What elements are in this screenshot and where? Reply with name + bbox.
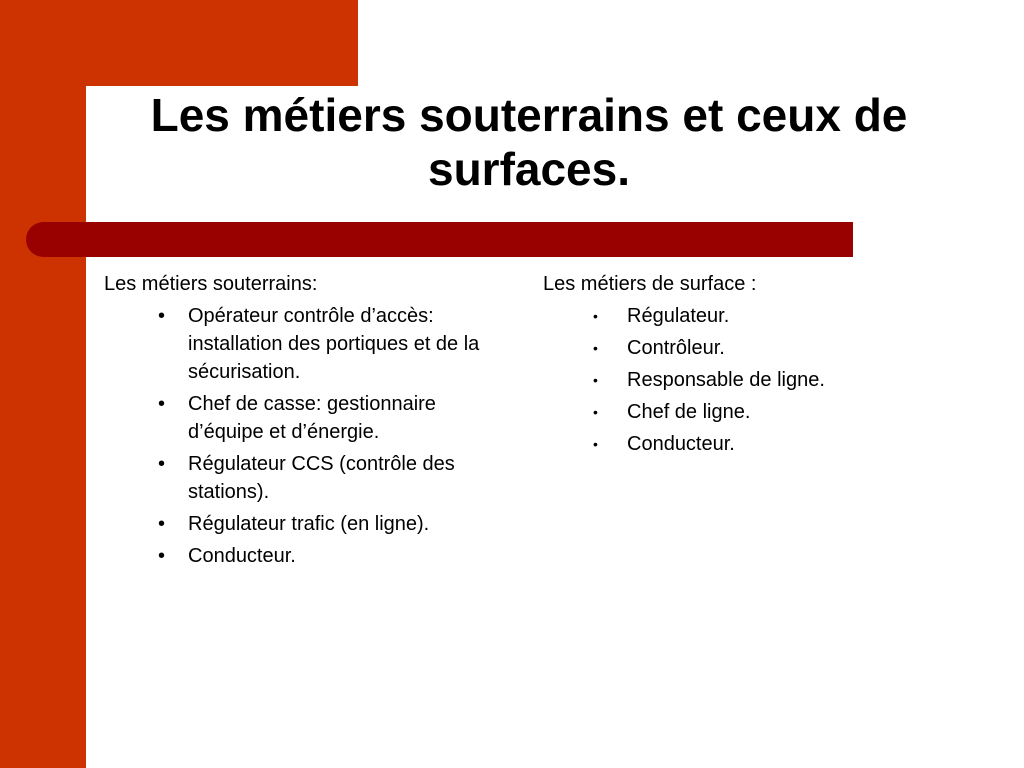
- bullet-icon: •: [158, 513, 166, 535]
- left-column-heading: Les métiers souterrains:: [104, 273, 318, 295]
- side-accent-bar: [0, 0, 86, 768]
- list-item: [543, 398, 903, 426]
- list-item-text: Chef de ligne.: [627, 401, 751, 423]
- right-column-heading: Les métiers de surface :: [543, 273, 757, 295]
- left-column: [104, 270, 514, 574]
- list-item-text: Régulateur CCS (contrôle des stations).: [188, 453, 455, 503]
- bullet-icon: •: [158, 453, 166, 475]
- title-divider: [26, 222, 853, 257]
- right-column: [543, 270, 903, 462]
- list-item-text: Conducteur.: [627, 433, 735, 455]
- list-item: [543, 430, 903, 458]
- list-item: [543, 334, 903, 362]
- list-item: [104, 510, 514, 538]
- list-item: [104, 450, 514, 506]
- bullet-icon: •: [158, 545, 166, 567]
- left-bullet-list: [104, 302, 514, 570]
- right-bullet-list: [543, 302, 903, 458]
- bullet-icon: •: [158, 305, 166, 327]
- list-item-text: Régulateur.: [627, 305, 730, 327]
- bullet-icon: •: [593, 404, 598, 420]
- bullet-icon: •: [593, 308, 598, 324]
- bullet-icon: •: [593, 340, 598, 356]
- list-item: [104, 390, 514, 446]
- bullet-icon: •: [593, 372, 598, 388]
- bullet-icon: •: [593, 436, 598, 452]
- list-item-text: Contrôleur.: [627, 337, 725, 359]
- list-item-text: Chef de casse: gestionnaire d’équipe et d’énergie.: [188, 393, 436, 443]
- list-item-text: Conducteur.: [188, 545, 296, 567]
- list-item-text: Régulateur trafic (en ligne).: [188, 513, 430, 535]
- list-item: [104, 542, 514, 570]
- top-accent-bar: [0, 0, 358, 86]
- list-item: [104, 302, 514, 386]
- list-item-text: Opérateur contrôle d’accès: installation des portiques et de la sécurisation.: [188, 305, 480, 383]
- list-item: [543, 302, 903, 330]
- list-item: [543, 366, 903, 394]
- slide-title: Les métiers souterrains et ceux de surfaces.: [150, 89, 908, 195]
- bullet-icon: •: [158, 393, 166, 415]
- list-item-text: Responsable de ligne.: [627, 369, 825, 391]
